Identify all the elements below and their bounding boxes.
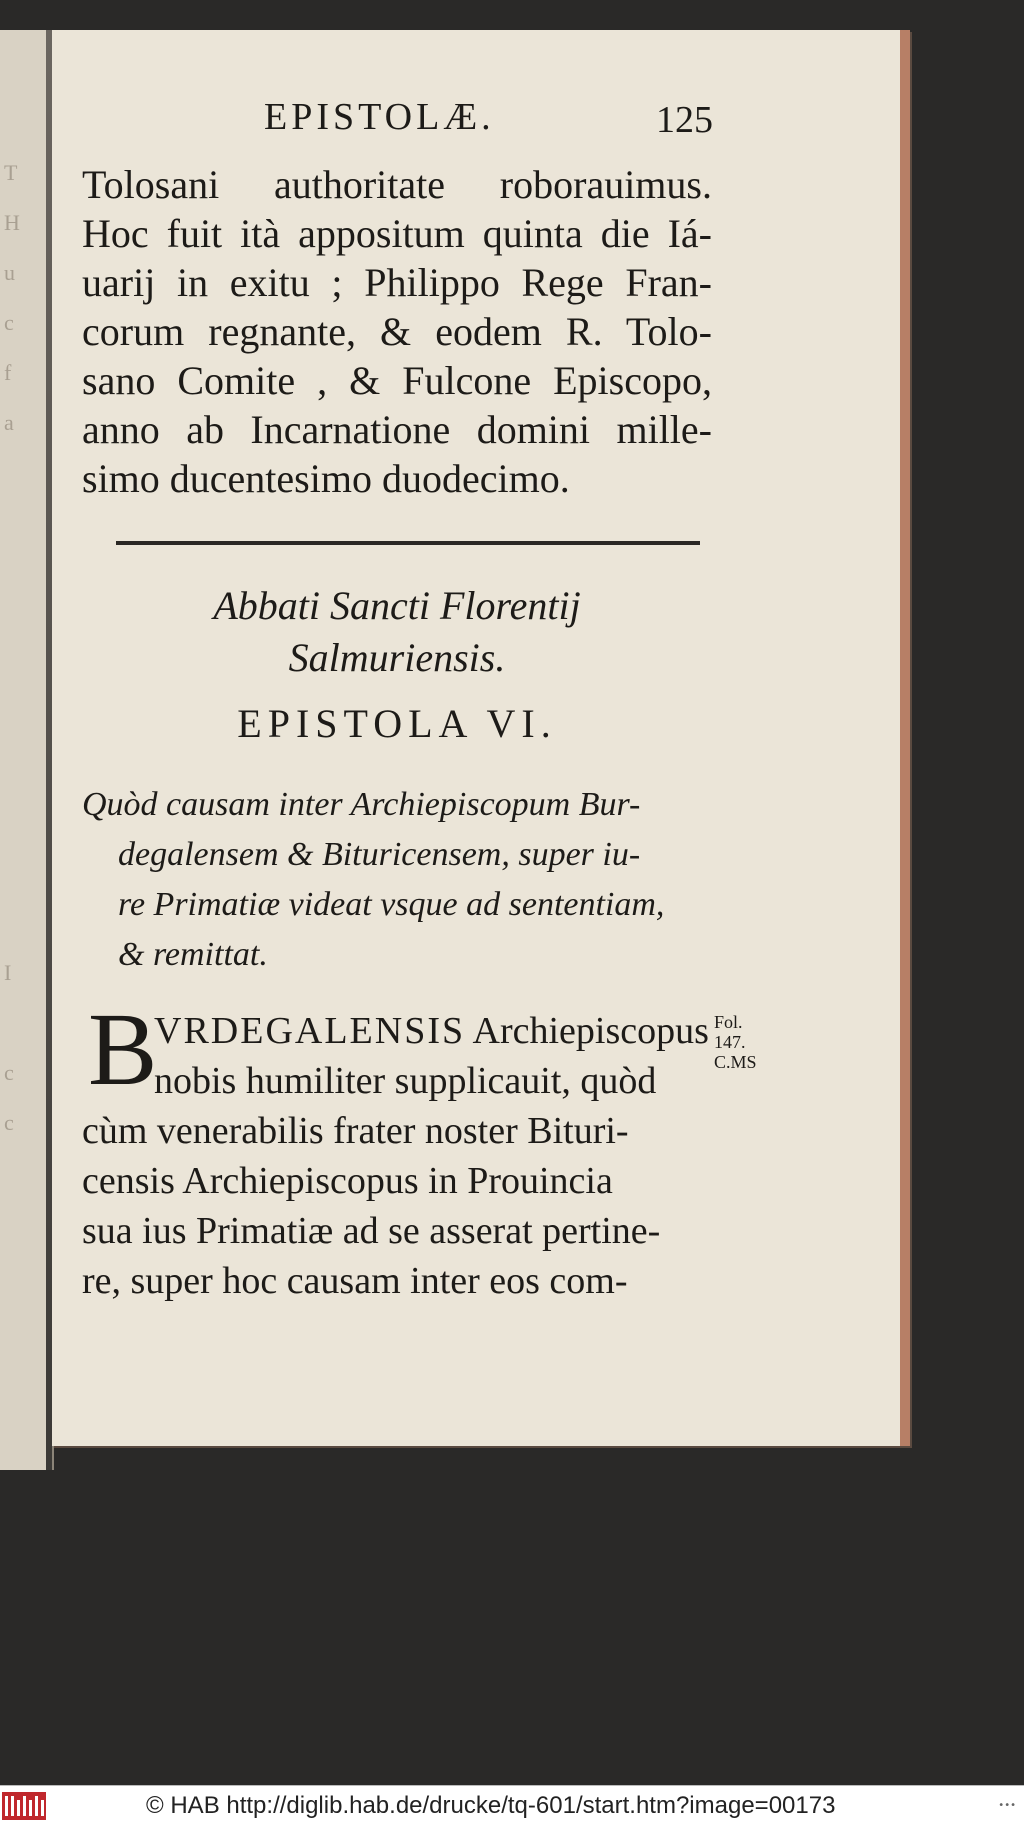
text-line: Hoc fuit ità appositum quinta die Iá- bbox=[82, 211, 712, 256]
summary-line: Quòd causam inter Archiepiscopum Bur- bbox=[82, 786, 641, 823]
summary-line: & remittat. bbox=[118, 936, 268, 973]
text-line: corum regnante, & eodem R. Tolo- bbox=[82, 309, 712, 354]
marginal-line: Fol. bbox=[714, 1012, 743, 1032]
text-line: sua ius Primatiæ ad se asserat pertine- bbox=[82, 1210, 661, 1252]
text-line: simo ducentesimo duodecimo. bbox=[82, 456, 570, 501]
previous-page-edge: T H u c f a I c c bbox=[0, 30, 54, 1470]
text-line: nobis humiliter supplicauit, quòd bbox=[154, 1060, 657, 1102]
footer-dots: ••• bbox=[998, 1800, 1016, 1811]
opening-word: VRDEGALENSIS bbox=[154, 1010, 466, 1052]
running-head: EPISTOLÆ. bbox=[264, 96, 495, 138]
summary-line: re Primatiæ videat vsque ad sententiam, bbox=[118, 886, 665, 923]
hab-logo-icon bbox=[2, 1792, 46, 1820]
text-line: anno ab Incarnatione domini mille- bbox=[82, 407, 712, 452]
summary-line: degalensem & Bituricensem, super iu- bbox=[118, 836, 641, 873]
page-number: 125 bbox=[656, 99, 713, 141]
text-line: re, super hoc causam inter eos com- bbox=[82, 1260, 628, 1302]
text-line: Tolosani authoritate roborauimus. bbox=[82, 162, 712, 207]
letter-heading: EPISTOLA VI. bbox=[237, 701, 557, 746]
marginal-note bbox=[714, 1012, 774, 1072]
viewer-footer bbox=[0, 1785, 1024, 1826]
text-line bbox=[82, 1006, 712, 1056]
marginal-line: 147. bbox=[714, 1032, 746, 1052]
section-divider bbox=[116, 541, 700, 545]
letter-summary bbox=[82, 780, 712, 980]
closing-paragraph bbox=[82, 160, 712, 503]
text-line: cùm venerabilis frater noster Bituri- bbox=[82, 1110, 629, 1152]
text-line: sano Comite , & Fulcone Episcopo, bbox=[82, 358, 712, 403]
marginal-line: C.MS bbox=[714, 1052, 757, 1072]
text-line: censis Archiepiscopus in Prouincia bbox=[82, 1160, 613, 1202]
letter-addressee bbox=[82, 580, 712, 684]
drop-capital: B bbox=[88, 992, 158, 1107]
addressee-line: Abbati Sancti Florentij bbox=[213, 583, 581, 628]
source-url-link[interactable]: © HAB http://diglib.hab.de/drucke/tq-601/start.htm?image=00173 bbox=[146, 1792, 836, 1819]
opening-line-rest: Archiepiscopus bbox=[472, 1010, 709, 1052]
text-line: uarij in exitu ; Philippo Rege Fran- bbox=[82, 260, 712, 305]
letter-body bbox=[82, 1006, 712, 1306]
addressee-line: Salmuriensis. bbox=[288, 635, 506, 680]
